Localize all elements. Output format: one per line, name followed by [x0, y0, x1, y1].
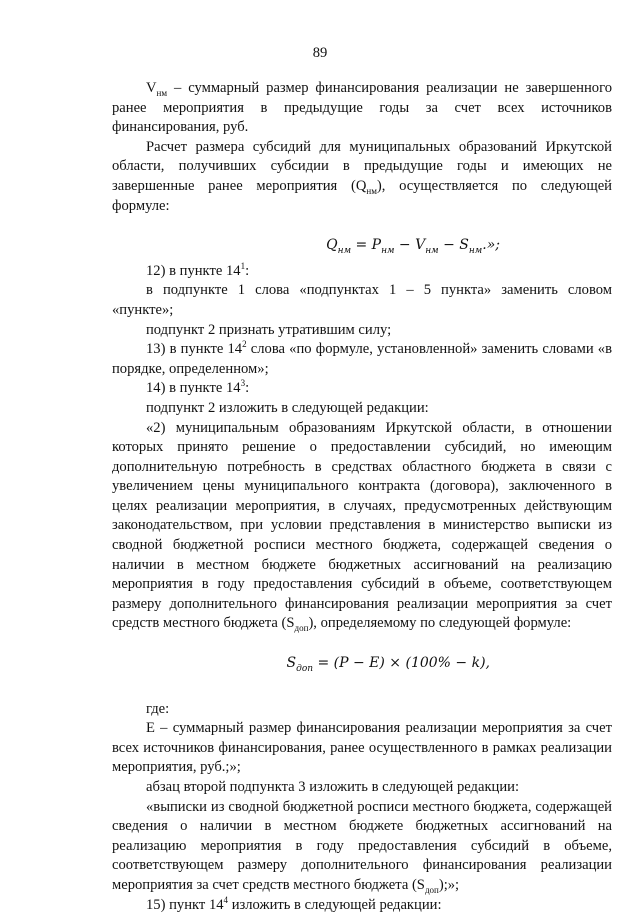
superscript: 4 — [223, 894, 229, 905]
item-15-text: 15) пункт 14 — [146, 896, 224, 913]
item-14-text: 14) в пункте 14 — [146, 380, 241, 397]
quote-text-end: ), определяемому по следующей формуле: — [308, 615, 572, 632]
quote-text: «2) муниципальным образованиям Иркутской области, в отношении которых принято решение о предоставлении субсидий, но имеющим дополнительную потребность в средствах областного бюджета в связи с увеличением цены муниципального контракта (договора), заключенного в целях реализации мероприятия, в случаях, предусмотренных действующим законодательством, при условии представления в министерство выписки из сводной бюджетной росписи местного бюджета, содержащей сведения о наличии в местном бюджете бюджетных ассигнований на реализацию мероприятия в году предоставления субсидий в объеме, соответствующем размеру дополнительного финансирования реализации мероприятия за счет средств местного бюджета (S — [112, 419, 612, 632]
item-13-text: 13) в пункте 14 — [146, 341, 243, 358]
e-definition: Е – суммарный размер финансирования реализации мероприятия за счет всех источников финансирования, ранее осуществленного в рамках реализации мероприятия, руб.;»; — [112, 720, 612, 776]
subscript: нм — [156, 87, 168, 98]
document-body — [112, 79, 612, 915]
equals-sign: = — [351, 237, 372, 254]
quote-extract-end: );»; — [438, 876, 460, 893]
formula-s-dop — [112, 654, 612, 674]
where-label: где: — [146, 700, 170, 717]
subscript: доп — [294, 623, 309, 634]
minus-sign: − — [438, 237, 460, 254]
calculation-text: Расчет размера субсидий для муниципальных образований Иркутской области, получивших субсидии в предыдущие годы и имеющих не завершенные ранее мероприятия (Q — [112, 138, 612, 194]
v-definition-text: – суммарный размер финансирования реализации не завершенного ранее мероприятия в предыдущие годы за счет всех источников финансирования, руб. — [112, 80, 612, 136]
subscript: доп — [424, 884, 439, 895]
item-12-colon: : — [245, 262, 250, 279]
paragraph-calculation — [112, 138, 612, 216]
formula-rest: = (P − E) × (100% − k), — [313, 655, 490, 672]
formula-tail: .»; — [482, 237, 500, 254]
subscript: нм — [337, 245, 352, 256]
calculation-text-end: ), осуществляется по следующей формуле: — [112, 177, 612, 214]
item-15 — [112, 896, 612, 915]
formula-q — [112, 236, 612, 256]
item-13 — [112, 340, 612, 379]
item-12-text: 12) в пункте 14 — [146, 262, 241, 279]
item-15-text-end: изложить в следующей редакции: — [228, 896, 442, 913]
item-12 — [112, 262, 612, 282]
item-14-colon: : — [245, 380, 250, 397]
subscript: нм — [468, 245, 483, 256]
item-14 — [112, 379, 612, 399]
formula-q-symbol: Q — [326, 237, 338, 254]
paragraph-v-definition — [112, 79, 612, 138]
minus-sign: − — [394, 237, 416, 254]
formula-v-symbol: V — [415, 237, 426, 254]
formula-s-symbol: S — [459, 237, 469, 254]
quote-subitem-2 — [112, 419, 612, 635]
item-13-text-end: слова «по формуле, установленной» заменить словами «в порядке, определенном»; — [112, 341, 612, 377]
subscript: нм — [366, 185, 377, 196]
item-12-subitem-1: в подпункте 1 слова «подпунктах 1 – 5 пункта» заменить словом «пункте»; — [112, 282, 612, 318]
superscript: 2 — [242, 339, 247, 350]
superscript: 1 — [240, 260, 246, 271]
subscript: нм — [381, 245, 395, 256]
subscript: нм — [425, 245, 439, 256]
item-12-subitem-2: подпункт 2 признать утратившим силу; — [146, 321, 392, 338]
superscript: 3 — [240, 378, 246, 389]
formula-s-symbol: S — [286, 655, 297, 672]
item-14-subitem: подпункт 2 изложить в следующей редакции: — [146, 399, 429, 416]
quote-extract-text: «выписки из сводной бюджетной росписи местного бюджета, содержащей сведения о наличии в местном бюджете бюджетных ассигнований на реализацию мероприятия в году предоставления субсидий в объеме, соответствующем размеру дополнительного финансирования реализации мероприятия за счет средств местного бюджета (S — [112, 798, 612, 893]
paragraph-second-subitem-3: абзац второй подпункта 3 изложить в следующей редакции: — [146, 779, 520, 795]
subscript: доп — [296, 663, 314, 674]
formula-p-symbol: P — [371, 237, 382, 254]
symbol-v: V — [146, 80, 157, 96]
page-number: 89 — [312, 45, 328, 61]
quote-extract — [112, 798, 612, 896]
